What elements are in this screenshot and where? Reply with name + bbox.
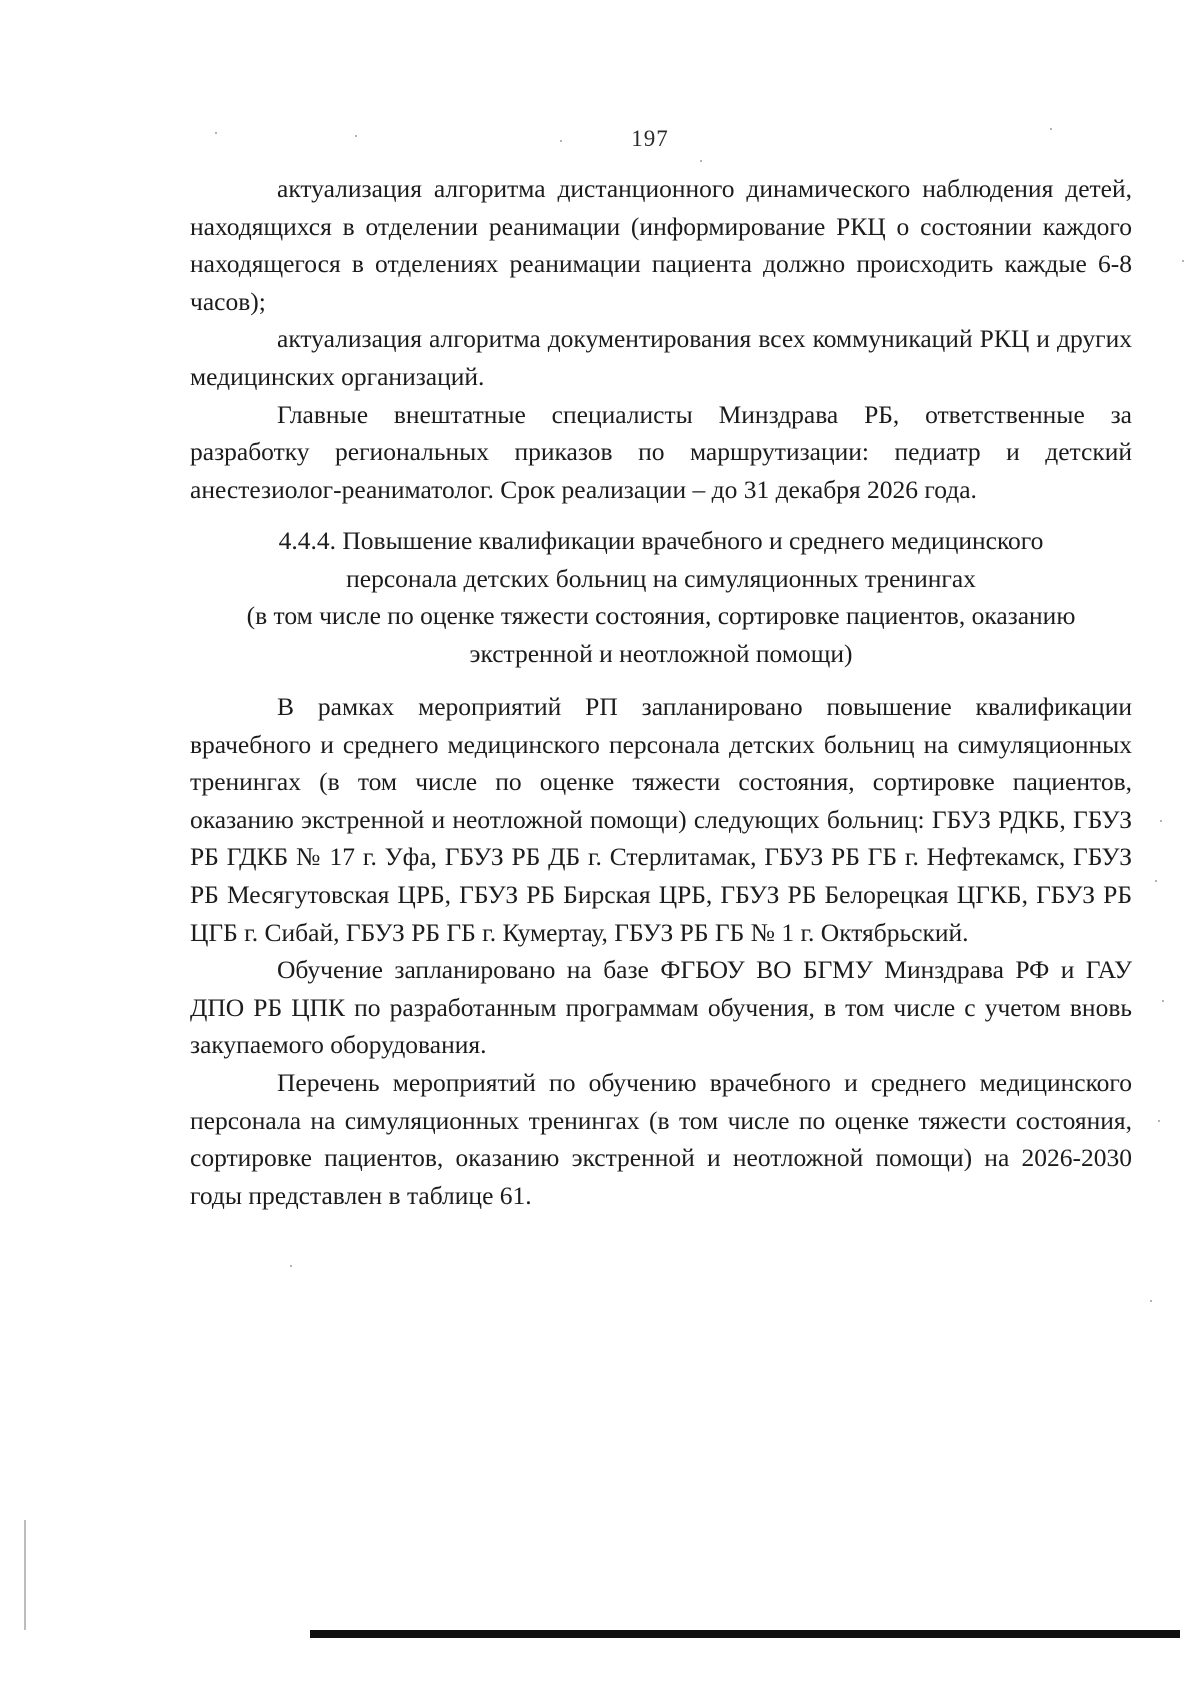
scan-speck	[1155, 880, 1157, 882]
heading-line: экстренной и неотложной помощи)	[469, 638, 853, 668]
scan-speck	[560, 140, 562, 142]
paragraph: В рамках мероприятий РП запланировано повышение квалификации врачебного и среднего медицинского персонала детских больниц на симуляционных тренингах (в том числе по оценке тяжести состояния, сортировке пациентов, оказанию экстренной и неотложной помощи) следующих больниц: ГБУЗ РДКБ, ГБУЗ РБ ГДКБ № 17 г. Уфа, ГБУЗ РБ ДБ г. Стерлитамак, ГБУЗ РБ ГБ г. Нефтекамск, ГБУЗ РБ Месягутовская ЦРБ, ГБУЗ РБ Бирская ЦРБ, ГБУЗ РБ Белорецкая ЦГКБ, ГБУЗ РБ ЦГБ г. Сибай, ГБУЗ РБ ГБ г. Кумертау, ГБУЗ РБ ГБ № 1 г. Октябрьский.	[190, 692, 1132, 947]
scan-speck	[1150, 1300, 1152, 1302]
section-heading	[190, 522, 1132, 672]
scan-speck	[215, 132, 217, 134]
heading-line: (в том числе по оценке тяжести состояния, сортировке пациентов, оказанию	[246, 601, 1076, 631]
paragraph: актуализация алгоритма дистанционного динамического наблюдения детей, находящихся в отделении реанимации (информирование РКЦ о состоянии каждого находящегося в отделениях реанимации пациента должно происходить каждые 6-8 часов);	[190, 174, 1132, 316]
scan-speck	[700, 160, 702, 162]
scan-speck	[1050, 128, 1052, 130]
scan-speck	[1182, 260, 1184, 262]
top-text-block	[190, 170, 1132, 508]
scan-speck	[1160, 820, 1162, 822]
page-number: 197	[631, 126, 669, 151]
paragraph: Главные внештатные специалисты Минздрава РБ, ответственные за разработку региональных приказов по маршрутизации: педиатр и детский анестезиолог-реаниматолог. Срок реализации – до 31 декабря 2026 года.	[190, 399, 1132, 504]
paragraph: актуализация алгоритма документирования всех коммуникаций РКЦ и других медицинских организаций.	[190, 324, 1132, 391]
scan-speck	[355, 135, 357, 137]
scan-speck	[1158, 1120, 1160, 1122]
scan-edge-mark	[24, 1520, 26, 1630]
scan-speck	[1162, 1000, 1164, 1002]
scan-speck	[290, 1265, 292, 1267]
heading-line: 4.4.4. Повышение квалификации врачебного и среднего медицинского	[278, 526, 1044, 555]
scan-bottom-bar	[310, 1630, 1180, 1638]
heading-line: персонала детских больниц на симуляционных тренингах	[346, 563, 976, 593]
paragraph: Перечень мероприятий по обучению врачебного и среднего медицинского персонала на симуляционных тренингах (в том числе по оценке тяжести состояния, сортировке пациентов, оказанию экстренной и неотложной помощи) на 2026-2030 годы представлен в таблице 61.	[190, 1067, 1132, 1210]
paragraph: Обучение запланировано на базе ФГБОУ ВО БГМУ Минздрава РФ и ГАУ ДПО РБ ЦПК по разработанным программам обучения, в том числе с учетом вновь закупаемого оборудования.	[190, 955, 1132, 1060]
main-text-block	[190, 688, 1132, 1214]
